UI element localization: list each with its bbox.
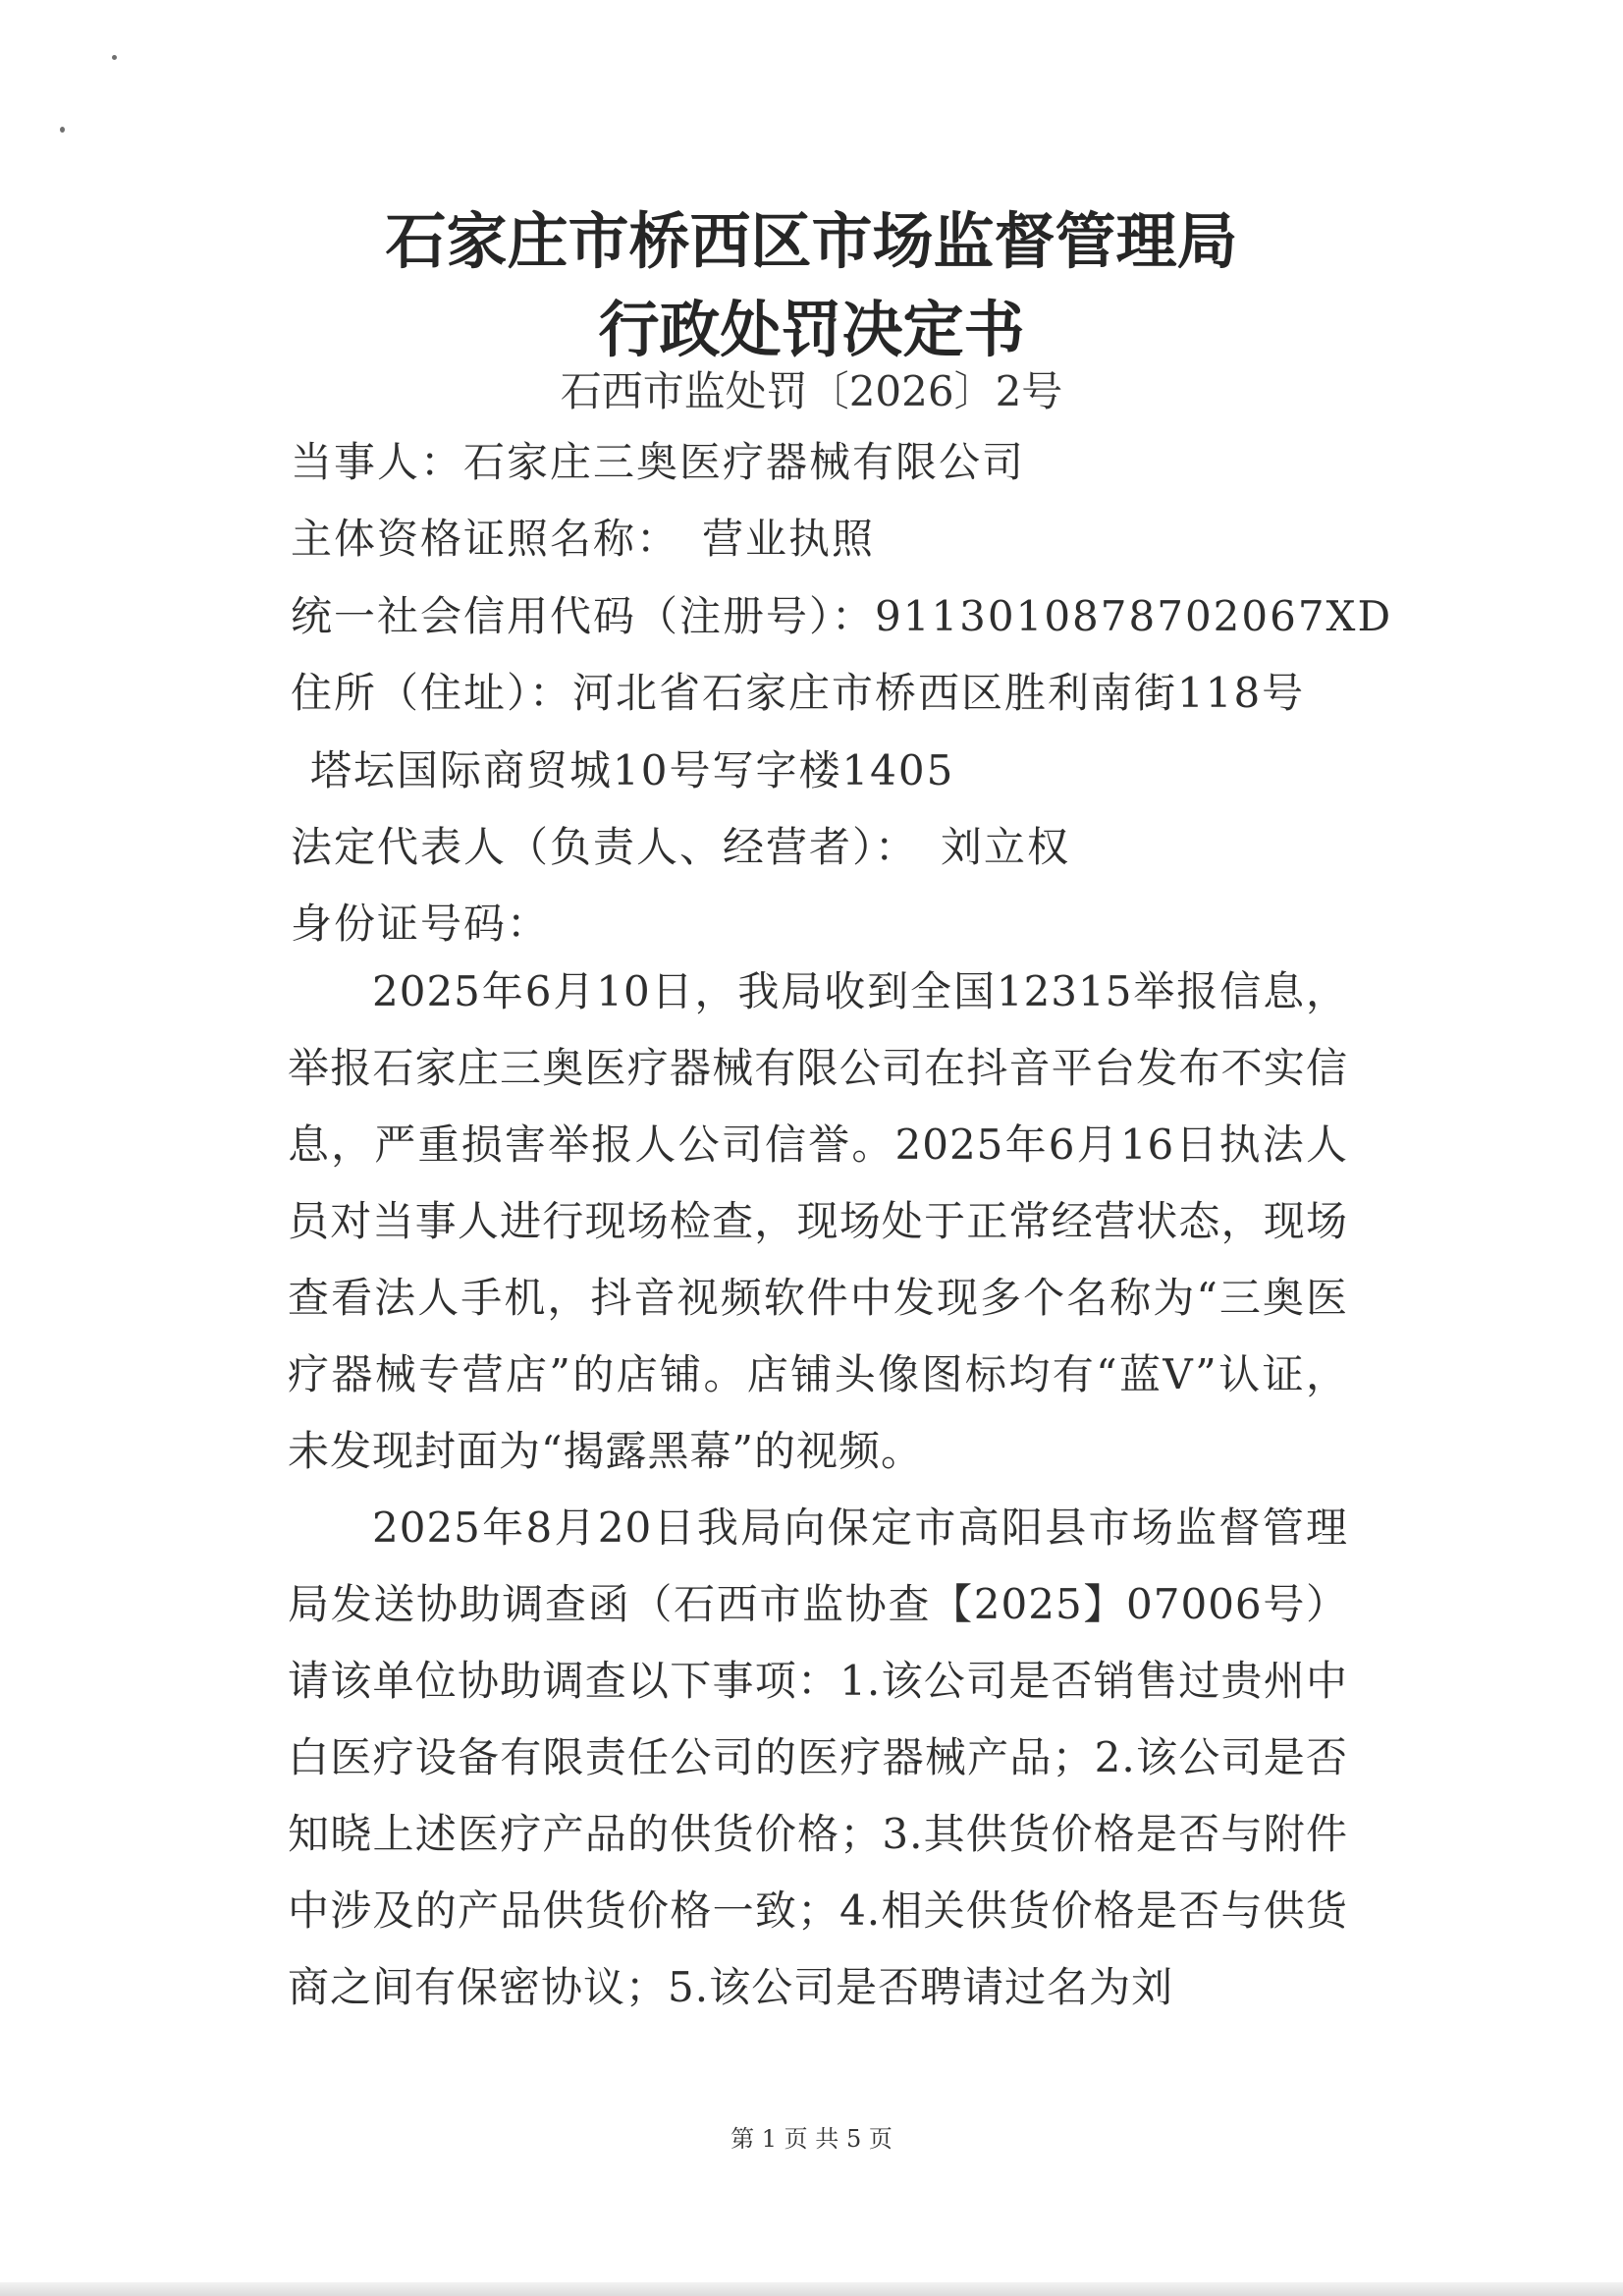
- document-type-title: 行政处罚决定书: [598, 294, 1025, 365]
- body-paragraph-2: 2025年8月20日我局向保定市高阳县市场监督管理局发送协助调查函（石西市监协查【2025】07006号）请该单位协助调查以下事项：1.该公司是否销售过贵州中白医疗设备有限责任公司的医疗器械产品；2.该公司是否知晓上述医疗产品的供货价格；3.其供货价格是否与附件中涉及的产品供货价格一致；4.相关供货价格是否与供货商之间有保密协议；5.该公司是否聘请过名为刘: [288, 1503, 1348, 2011]
- agency-title: 石家庄市桥西区市场监督管理局: [385, 205, 1238, 277]
- id-number-line: 身份证号码：: [291, 900, 551, 948]
- document-number: 石西市监处罚〔2026〕2号: [560, 367, 1063, 415]
- body-paragraph-1: 2025年6月10日，我局收到全国12315举报信息，举报石家庄三奥医疗器械有限公司在抖音平台发布不实信息，严重损害举报人公司信誉。2025年6月16日执法人员对当事人进行现场检查，现场处于正常经营状态，现场查看法人手机，抖音视频软件中发现多个名称为“三奥医疗器械专营店”的店铺。店铺头像图标均有“蓝V”认证，未发现封面为“揭露黑幕”的视频。: [288, 967, 1348, 1475]
- address-line-1: 住所（住址）：河北省石家庄市桥西区胜利南街118号: [291, 669, 1306, 717]
- scan-page-edge: [0, 2282, 1623, 2296]
- credit-code-line: 统一社会信用代码（注册号）：9113010878702067XD: [291, 592, 1393, 640]
- page-indicator: 第 1 页 共 5 页: [730, 2125, 893, 2153]
- legal-representative-line: 法定代表人（负责人、经营者）： 刘立权: [291, 823, 1071, 871]
- scan-speck: [112, 55, 117, 60]
- party-name-line: 当事人：石家庄三奥医疗器械有限公司: [291, 438, 1026, 486]
- address-line-2: 塔坛国际商贸城10号写字楼1405: [310, 746, 955, 794]
- scan-speck: [60, 127, 65, 133]
- license-name-line: 主体资格证照名称： 营业执照: [291, 515, 876, 563]
